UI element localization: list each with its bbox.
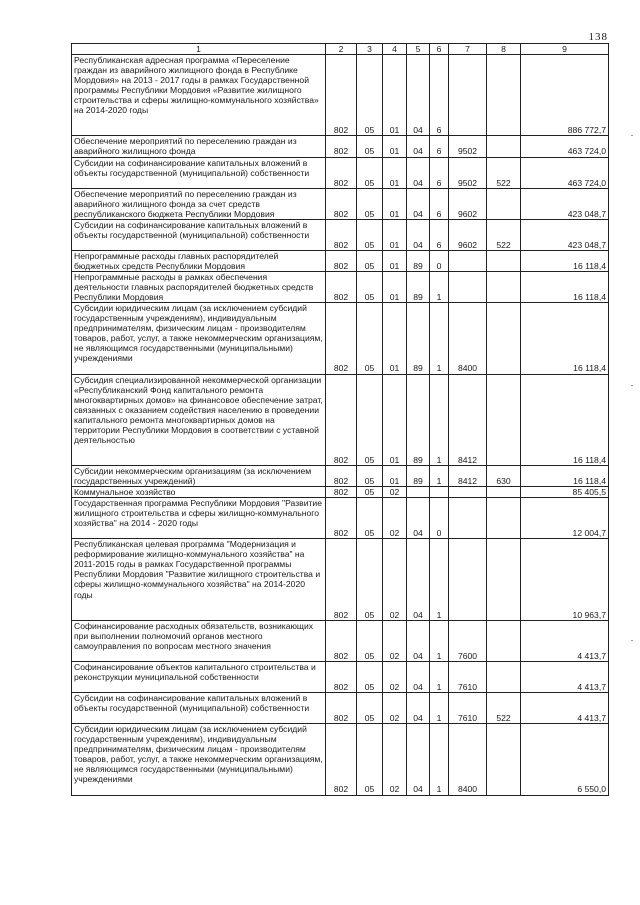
row-code-ministry-cell: 802 (326, 219, 357, 250)
column-numbers-row (72, 44, 609, 55)
row-code-subprogram-cell: 1 (430, 303, 449, 374)
row-name-cell: Субсидии на софинансирование капитальных вложений в объекты государственной (муниципальной) собственности (72, 219, 326, 250)
row-name-cell: Субсидии юридическим лицам (за исключением субсидий государственным учреждениям), индивидуальным предпринимателям, физическим лицам - производителям товаров, работ, услуг, а также некоммерческим организациям, не являющимся государственными (муниципальными) учреждениями (72, 724, 326, 795)
row-amount-cell: 16 118,4 (521, 374, 609, 465)
row-amount-cell: 463 724,0 (521, 157, 609, 188)
row-code-ministry-cell: 802 (326, 374, 357, 465)
row-code-ministry-cell: 802 (326, 136, 357, 157)
row-name-cell: Республиканская адресная программа «Переселение граждан из аварийного жилищного фонда в Республике Мордовия» на 2013 - 2017 годы в рамках Государственной программы Республики Мордовия «Развитие жилищного строительства и сферы жилищно-коммунального хозяйства» на 2014-2020 годы (72, 55, 326, 136)
row-code-expense-type-cell: 522 (487, 693, 521, 724)
row-code-subsection-cell: 02 (383, 661, 407, 692)
table-row (72, 724, 609, 795)
row-code-subsection-cell: 02 (383, 498, 407, 539)
row-code-expense-type-cell (487, 250, 521, 271)
row-code-subprogram-cell: 1 (430, 272, 449, 303)
row-code-expense-type-cell (487, 136, 521, 157)
row-code-subsection-cell: 01 (383, 55, 407, 136)
row-code-expense-type-cell: 522 (487, 219, 521, 250)
row-code-section-cell: 05 (357, 272, 383, 303)
row-code-ministry-cell: 802 (326, 498, 357, 539)
row-code-section-cell: 05 (357, 693, 383, 724)
row-amount-cell: 16 118,4 (521, 250, 609, 271)
row-code-direction-cell: 8412 (449, 465, 487, 486)
row-code-program-cell (407, 487, 430, 498)
row-code-program-cell: 04 (407, 498, 430, 539)
row-code-subprogram-cell: 1 (430, 465, 449, 486)
col-header-5: 5 (407, 44, 430, 55)
row-name-cell: Субсидии на софинансирование капитальных вложений в объекты государственной (муниципальной) собственности (72, 693, 326, 724)
table-row (72, 136, 609, 157)
row-name-cell: Обеспечение мероприятий по переселению граждан из аварийного жилищного фонда за счет средств республиканского бюджета Республики Мордовия (72, 188, 326, 219)
row-code-section-cell: 05 (357, 136, 383, 157)
row-code-subprogram-cell: 1 (430, 693, 449, 724)
row-code-expense-type-cell (487, 539, 521, 620)
row-code-direction-cell (449, 55, 487, 136)
row-code-direction-cell (449, 272, 487, 303)
row-code-subsection-cell: 01 (383, 303, 407, 374)
row-name-cell: Субсидии на софинансирование капитальных вложений в объекты государственной (муниципальной) собственности (72, 157, 326, 188)
row-code-expense-type-cell (487, 661, 521, 692)
row-code-subprogram-cell: 6 (430, 157, 449, 188)
row-code-ministry-cell: 802 (326, 693, 357, 724)
row-amount-cell: 16 118,4 (521, 272, 609, 303)
row-code-ministry-cell: 802 (326, 661, 357, 692)
row-code-section-cell: 05 (357, 188, 383, 219)
row-code-section-cell: 05 (357, 661, 383, 692)
row-code-subprogram-cell: 1 (430, 374, 449, 465)
row-code-ministry-cell: 802 (326, 55, 357, 136)
row-code-expense-type-cell (487, 498, 521, 539)
margin-mark (631, 385, 633, 386)
table-row (72, 498, 609, 539)
table-row (72, 693, 609, 724)
row-code-section-cell: 05 (357, 724, 383, 795)
margin-mark (631, 640, 633, 641)
row-amount-cell: 886 772,7 (521, 55, 609, 136)
row-code-program-cell: 89 (407, 465, 430, 486)
row-name-cell: Субсидии юридическим лицам (за исключением субсидий государственным учреждениям), индивидуальным предпринимателям, физическим лицам - производителям товаров, работ, услуг, а также некоммерческим организациям, не являющимся государственными (муниципальными) учреждениями (72, 303, 326, 374)
row-code-ministry-cell: 802 (326, 188, 357, 219)
row-code-program-cell: 04 (407, 188, 430, 219)
row-amount-cell: 4 413,7 (521, 620, 609, 661)
row-code-expense-type-cell (487, 374, 521, 465)
row-code-subsection-cell: 02 (383, 693, 407, 724)
row-code-subsection-cell: 01 (383, 465, 407, 486)
row-code-program-cell: 04 (407, 157, 430, 188)
row-code-direction-cell: 9502 (449, 136, 487, 157)
row-name-cell: Непрограммные расходы в рамках обеспечения деятельности главных распорядителей бюджетных средств Республики Мордовия (72, 272, 326, 303)
row-name-cell: Софинансирование расходных обязательств, возникающих при выполнении полномочий органов местного самоуправления по вопросам местного значения (72, 620, 326, 661)
row-amount-cell: 12 004,7 (521, 498, 609, 539)
row-code-program-cell: 04 (407, 539, 430, 620)
row-code-program-cell: 89 (407, 303, 430, 374)
col-header-8: 8 (487, 44, 521, 55)
table-row (72, 55, 609, 136)
row-code-direction-cell (449, 487, 487, 498)
row-amount-cell: 10 963,7 (521, 539, 609, 620)
row-code-subsection-cell: 02 (383, 724, 407, 795)
row-code-subsection-cell: 01 (383, 272, 407, 303)
row-name-cell: Субсидии некоммерческим организациям (за исключением государственных учреждений) (72, 465, 326, 486)
row-code-direction-cell: 7600 (449, 620, 487, 661)
row-code-direction-cell: 9602 (449, 188, 487, 219)
row-code-expense-type-cell (487, 724, 521, 795)
row-code-subsection-cell: 01 (383, 374, 407, 465)
row-amount-cell: 463 724,0 (521, 136, 609, 157)
row-code-direction-cell (449, 250, 487, 271)
row-code-ministry-cell: 802 (326, 465, 357, 486)
row-amount-cell: 4 413,7 (521, 661, 609, 692)
row-code-section-cell: 05 (357, 219, 383, 250)
row-code-ministry-cell: 802 (326, 250, 357, 271)
row-code-program-cell: 04 (407, 219, 430, 250)
table-row (72, 661, 609, 692)
row-code-direction-cell: 7610 (449, 661, 487, 692)
row-code-subprogram-cell: 6 (430, 136, 449, 157)
row-code-direction-cell: 7610 (449, 693, 487, 724)
col-header-3: 3 (357, 44, 383, 55)
row-name-cell: Республиканская целевая программа "Модернизация и реформирование жилищно-коммунального хозяйства" на 2011-2015 годы в рамках Государственной программы Республики Мордовия "Развитие жилищного строительства и сферы жилищно-коммунального хозяйства" на 2014-2020 годы (72, 539, 326, 620)
table-row (72, 620, 609, 661)
row-code-ministry-cell: 802 (326, 157, 357, 188)
row-name-cell: Субсидия специализированной некоммерческой организации «Республиканский Фонд капитального ремонта многоквартирных домов» на финансовое обеспечение затрат, связанных с оказанием содействия населению в проведении капитального ремонта многоквартирных домов на территории Республики Мордовия в соответствии с уставной деятельностью (72, 374, 326, 465)
table-row (72, 250, 609, 271)
col-header-9: 9 (521, 44, 609, 55)
row-amount-cell: 423 048,7 (521, 219, 609, 250)
row-code-subsection-cell: 01 (383, 250, 407, 271)
row-code-section-cell: 05 (357, 498, 383, 539)
col-header-1: 1 (72, 44, 326, 55)
row-code-direction-cell (449, 539, 487, 620)
row-code-expense-type-cell (487, 188, 521, 219)
row-code-ministry-cell: 802 (326, 724, 357, 795)
row-name-cell: Коммунальное хозяйство (72, 487, 326, 498)
row-code-expense-type-cell: 630 (487, 465, 521, 486)
row-amount-cell: 16 118,4 (521, 465, 609, 486)
row-code-ministry-cell: 802 (326, 303, 357, 374)
row-amount-cell: 423 048,7 (521, 188, 609, 219)
row-code-subprogram-cell: 6 (430, 219, 449, 250)
row-code-section-cell: 05 (357, 250, 383, 271)
row-code-ministry-cell: 802 (326, 620, 357, 661)
table-row (72, 487, 609, 498)
row-code-expense-type-cell (487, 272, 521, 303)
row-code-subprogram-cell: 1 (430, 539, 449, 620)
row-code-subprogram-cell: 1 (430, 661, 449, 692)
col-header-2: 2 (326, 44, 357, 55)
row-name-cell: Обеспечение мероприятий по переселению граждан из аварийного жилищного фонда (72, 136, 326, 157)
col-header-6: 6 (430, 44, 449, 55)
row-code-subsection-cell: 02 (383, 487, 407, 498)
row-code-direction-cell (449, 498, 487, 539)
row-code-direction-cell: 8400 (449, 303, 487, 374)
table-row (72, 303, 609, 374)
row-code-section-cell: 05 (357, 157, 383, 188)
row-code-program-cell: 04 (407, 620, 430, 661)
row-code-ministry-cell: 802 (326, 272, 357, 303)
row-code-section-cell: 05 (357, 303, 383, 374)
row-amount-cell: 6 550,0 (521, 724, 609, 795)
row-code-section-cell: 05 (357, 487, 383, 498)
margin-mark (631, 135, 633, 136)
row-code-subprogram-cell: 1 (430, 724, 449, 795)
table-row (72, 272, 609, 303)
row-code-section-cell: 05 (357, 465, 383, 486)
row-code-direction-cell: 9502 (449, 157, 487, 188)
row-code-expense-type-cell (487, 487, 521, 498)
row-code-subprogram-cell (430, 487, 449, 498)
table-row (72, 219, 609, 250)
row-code-program-cell: 89 (407, 250, 430, 271)
row-code-ministry-cell: 802 (326, 487, 357, 498)
table-row (72, 465, 609, 486)
row-code-program-cell: 04 (407, 724, 430, 795)
row-amount-cell: 4 413,7 (521, 693, 609, 724)
row-code-ministry-cell: 802 (326, 539, 357, 620)
budget-table (71, 43, 609, 796)
row-code-section-cell: 05 (357, 620, 383, 661)
col-header-4: 4 (383, 44, 407, 55)
row-code-program-cell: 04 (407, 693, 430, 724)
col-header-7: 7 (449, 44, 487, 55)
row-code-subsection-cell: 01 (383, 219, 407, 250)
row-code-program-cell: 04 (407, 136, 430, 157)
row-code-subsection-cell: 02 (383, 539, 407, 620)
row-name-cell: Непрограммные расходы главных распорядителей бюджетных средств Республики Мордовия (72, 250, 326, 271)
row-code-section-cell: 05 (357, 539, 383, 620)
row-code-direction-cell: 8400 (449, 724, 487, 795)
table-row (72, 374, 609, 465)
row-code-program-cell: 89 (407, 272, 430, 303)
row-code-subsection-cell: 01 (383, 188, 407, 219)
table-body (72, 55, 609, 795)
row-code-expense-type-cell (487, 303, 521, 374)
row-code-subprogram-cell: 1 (430, 620, 449, 661)
row-code-program-cell: 89 (407, 374, 430, 465)
row-code-subsection-cell: 02 (383, 620, 407, 661)
page-number: 138 (588, 31, 608, 43)
row-code-section-cell: 05 (357, 374, 383, 465)
row-code-subprogram-cell: 6 (430, 55, 449, 136)
row-code-subprogram-cell: 0 (430, 498, 449, 539)
row-name-cell: Софинансирование объектов капитального строительства и реконструкции муниципальной собственности (72, 661, 326, 692)
table-row (72, 539, 609, 620)
row-code-subprogram-cell: 0 (430, 250, 449, 271)
row-code-direction-cell: 8412 (449, 374, 487, 465)
row-code-subprogram-cell: 6 (430, 188, 449, 219)
table-row (72, 188, 609, 219)
row-code-direction-cell: 9602 (449, 219, 487, 250)
row-code-expense-type-cell: 522 (487, 157, 521, 188)
row-code-expense-type-cell (487, 55, 521, 136)
row-code-expense-type-cell (487, 620, 521, 661)
row-code-program-cell: 04 (407, 55, 430, 136)
row-code-subsection-cell: 01 (383, 136, 407, 157)
table-row (72, 157, 609, 188)
row-amount-cell: 85 405,5 (521, 487, 609, 498)
row-code-program-cell: 04 (407, 661, 430, 692)
row-name-cell: Государственная программа Республики Мордовия "Развитие жилищного строительства и сферы жилищно-коммунального хозяйства" на 2014 - 2020 годы (72, 498, 326, 539)
row-code-section-cell: 05 (357, 55, 383, 136)
row-code-subsection-cell: 01 (383, 157, 407, 188)
row-amount-cell: 16 118,4 (521, 303, 609, 374)
